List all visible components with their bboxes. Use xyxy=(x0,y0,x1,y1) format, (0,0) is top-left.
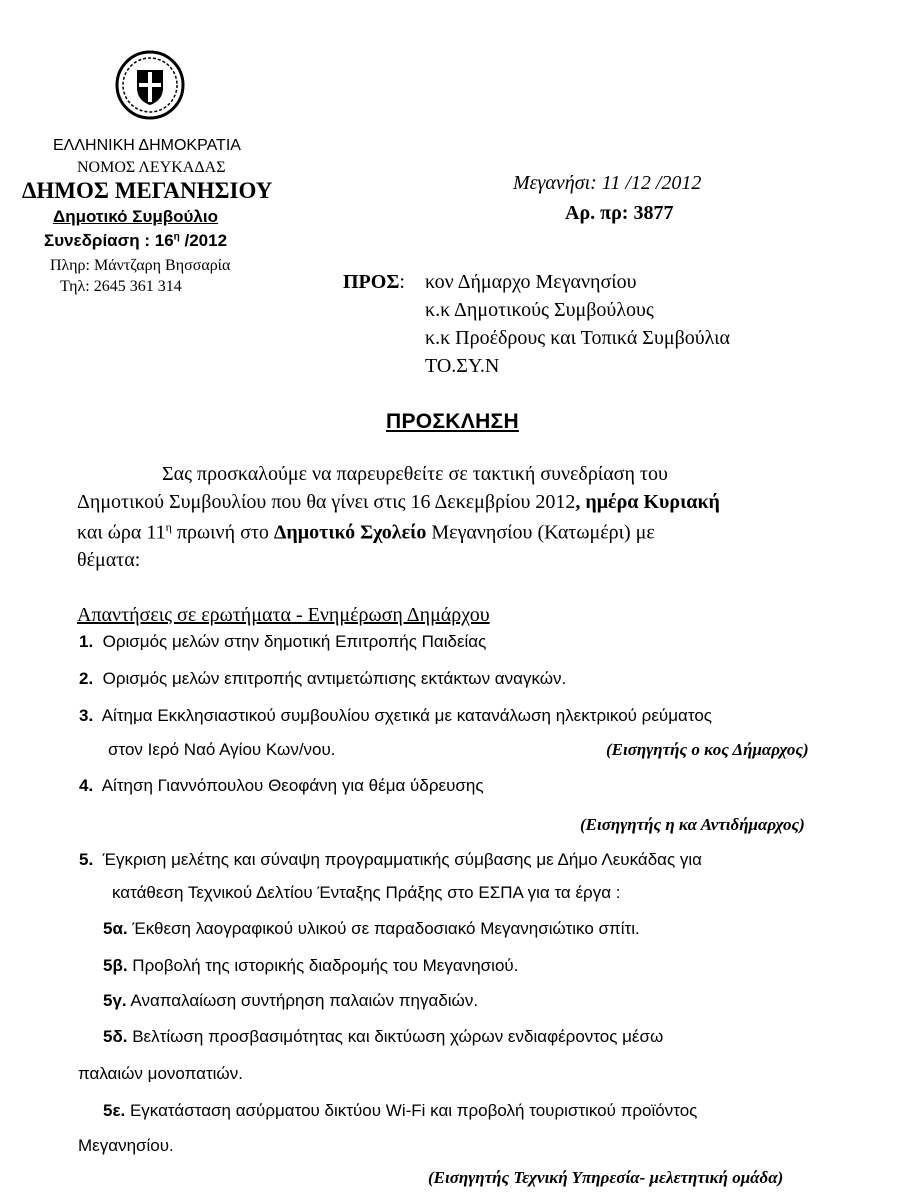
recipient-line: κον Δήμαρχο Μεγανησίου xyxy=(425,271,637,293)
agenda-subitem: 5δ. Βελτίωση προσβασιμότητας και δικτύωση χώρων ενδιαφέροντος μέσω xyxy=(103,1027,664,1046)
agenda-item: 2. Ορισμός μελών επιτροπής αντιμετώπισης εκτάκτων αναγκών. xyxy=(79,669,567,688)
session-number: Συνεδρίαση : $16^\eta$ /2012 xyxy=(44,231,228,250)
section-heading: Απαντήσεις σε ερωτήματα - Ενημέρωση Δημάρχου xyxy=(77,604,490,626)
protocol-number: Αρ. πρ: 3877 xyxy=(565,202,674,224)
invitation-text-line: Δημοτικού Συμβουλίου που θα γίνει στις 16 Δεκεμβρίου 2012, ημέρα Κυριακή xyxy=(77,491,720,513)
info-contact: Πληρ: Μάντζαρη Βησσαρία xyxy=(50,257,231,274)
agenda-subitem: 5β. Προβολή της ιστορικής διαδρομής του Μεγανησιού. xyxy=(103,956,519,975)
municipality-heading: ΔΗΜΟΣ ΜΕΓΑΝΗΣΙΟΥ xyxy=(22,178,273,203)
council-heading: Δημοτικό Συμβούλιο xyxy=(53,207,218,226)
agenda-subitem: 5α. Έκθεση λαογραφικού υλικού σε παραδοσιακό Μεγανησιώτικο σπίτι. xyxy=(103,919,640,938)
greek-emblem-icon xyxy=(115,50,185,120)
rapporteur-note: (Εισηγητής ο κος Δήμαρχος) xyxy=(606,740,809,759)
republic-heading: ΕΛΛΗΝΙΚΗ ΔΗΜΟΚΡΑΤΙΑ xyxy=(53,137,241,154)
agenda-item: 5. Έγκριση μελέτης και σύναψη προγραμματικής σύμβασης με Δήμο Λευκάδας για xyxy=(79,850,703,869)
agenda-item: 4. Αίτηση Γιαννόπουλου Θεοφάνη για θέμα ύδρευσης xyxy=(79,776,484,795)
recipients-label: ΠΡΟΣ: xyxy=(343,271,405,293)
invitation-text-line: Σας προσκαλούμε να παρευρεθείτε σε τακτική συνεδρίαση του xyxy=(162,463,668,485)
invitation-text-line: θέματα: xyxy=(77,549,141,571)
phone-contact: Τηλ: 2645 361 314 xyxy=(60,278,182,295)
recipient-line: κ.κ Προέδρους και Τοπικά Συμβούλια xyxy=(425,327,730,349)
invitation-text-line: και ώρα $11^\eta$ πρωινή στο Δημοτικό Σχολείο Μεγανησίου (Κατωμέρι) με xyxy=(77,520,655,544)
prefecture-heading: ΝΟΜΟΣ ΛΕΥΚΑΔΑΣ xyxy=(77,159,226,176)
document-date: Μεγανήσι: 11 /12 /2012 xyxy=(513,172,702,194)
rapporteur-note: (Εισηγητής Τεχνική Υπηρεσία- μελετητική ομάδα) xyxy=(428,1168,784,1187)
agenda-item: 1. Ορισμός μελών στην δημοτική Επιτροπής Παιδείας xyxy=(79,632,487,651)
document-title: ΠΡΟΣΚΛΗΣΗ xyxy=(386,410,519,433)
agenda-item-continuation: στον Ιερό Ναό Αγίου Κων/νου. xyxy=(108,740,336,759)
agenda-subitem: 5ε. Εγκατάσταση ασύρματου δικτύου Wi-Fi και προβολή τουριστικού προϊόντος xyxy=(103,1101,698,1120)
agenda-item: 3. Αίτημα Εκκλησιαστικού συμβουλίου σχετικά με κατανάλωση ηλεκτρικού ρεύματος xyxy=(79,706,712,725)
recipient-line: ΤΟ.ΣΥ.Ν xyxy=(425,355,500,377)
agenda-subitem-continuation: παλαιών μονοπατιών. xyxy=(78,1064,243,1083)
agenda-item-continuation: κατάθεση Τεχνικού Δελτίου Ένταξης Πράξης στο ΕΣΠΑ για τα έργα : xyxy=(112,883,621,902)
recipient-line: κ.κ Δημοτικούς Συμβούλους xyxy=(425,299,654,321)
rapporteur-note: (Εισηγητής η κα Αντιδήμαρχος) xyxy=(580,815,805,834)
agenda-subitem: 5γ. Αναπαλαίωση συντήρηση παλαιών πηγαδιών. xyxy=(103,991,479,1010)
agenda-subitem-continuation: Μεγανησίου. xyxy=(78,1136,174,1155)
